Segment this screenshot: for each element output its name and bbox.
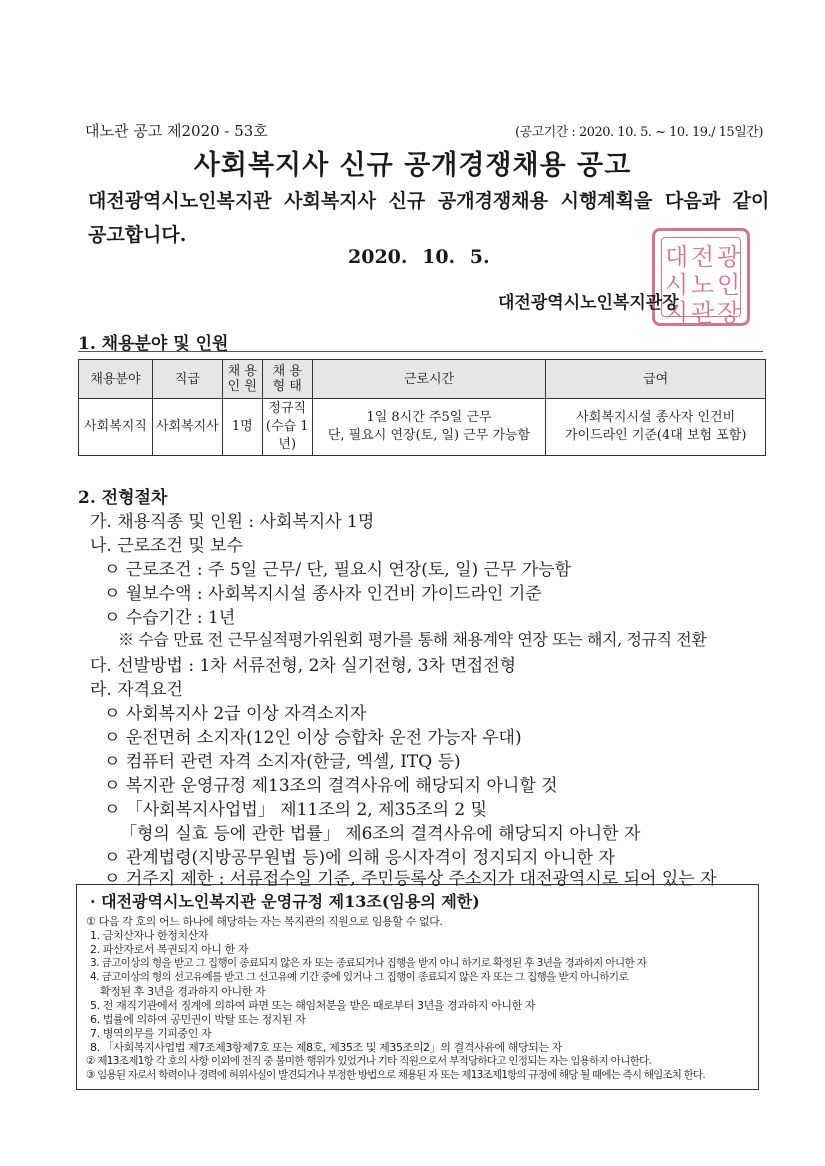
list-item: 다. 선발방법 : 1차 서류전형, 2차 실기전형, 3차 면접전형	[90, 656, 517, 676]
regulation-line: 5. 전 재직기관에서 징계에 의하여 파면 또는 해임처분을 받은 때로부터 3년을 경과하지 아니한 자	[90, 999, 536, 1012]
list-item: ㅇ 컴퓨터 관련 자격 소지자(한글, 엑셀, ITQ 등)	[104, 752, 461, 772]
intro-line-1: 대전광역시노인복지관 사회복지사 신규 공개경쟁채용 시행계획을 다음과 같이	[88, 190, 770, 212]
regulation-line: 1. 금치산자나 한정치산자	[90, 929, 209, 942]
list-item: 가. 채용직종 및 인원 : 사회복지사 1명	[90, 512, 375, 532]
regulation-line: ① 다음 각 호의 어느 하나에 해당하는 자는 복지관의 직원으로 임용할 수 없다.	[86, 915, 443, 928]
regulation-line: 4. 금고이상의 형의 선고유예를 받고 그 선고유예 기간 중에 있거나 그 집행이 종료되지 않은 자 또는 그 집행을 받지 아니하기로	[90, 971, 628, 983]
regulation-line: ③ 임용된 자로서 학력이나 경력에 허위사실이 발견되거나 부정한 방법으로 채용된 자 또는 제13조제1항의 규정에 해당 될 때에는 즉시 해임조치 한다.	[86, 1069, 705, 1081]
intro-line-2: 공고합니다.	[88, 224, 187, 246]
col-header-field: 채용분야	[79, 360, 153, 399]
regulation-line: 3. 금고이상의 형을 받고 그 집행이 종료되지 않은 자 또는 종료되거나 집행을 받지 아니 하기로 확정된 후 3년을 경과하지 아니한 자	[90, 957, 647, 969]
col-header-type: 채 용 형 태	[262, 360, 312, 399]
organization-name: 대전광역시노인복지관장	[498, 293, 679, 313]
cell-type: 정규직 (수습 1년)	[262, 399, 312, 456]
col-header-hours: 근로시간	[312, 360, 546, 399]
table-header-row	[79, 360, 766, 399]
list-item: 나. 근로조건 및 보수	[90, 536, 243, 556]
col-header-pay: 급여	[546, 360, 766, 399]
cell-pay: 사회복지시설 종사자 인건비 가이드라인 기준(4대 보험 포함)	[546, 399, 766, 456]
regulation-line: 확정된 후 3년을 경과하지 아니한 자	[100, 985, 266, 998]
regulation-title: · 대전광역시노인복지관 운영규정 제13조(임용의 제한)	[90, 892, 480, 911]
section-divider	[78, 351, 763, 352]
cell-count: 1명	[222, 399, 262, 456]
official-seal-icon: 대 전 광 시 노 인 지 관 장	[652, 228, 750, 326]
list-item: ㅇ 근로조건 : 주 5일 근무/ 단, 필요시 연장(토, 일) 근무 가능함	[104, 560, 572, 580]
list-item: 라. 자격요건	[90, 680, 183, 700]
section-2-heading: 2. 전형절차	[78, 488, 168, 508]
list-item: ㅇ 사회복지사 2급 이상 자격소지자	[104, 704, 367, 724]
col-header-rank: 직급	[152, 360, 222, 399]
regulation-line: ② 제13조제1항 각 호의 사항 이외에 전직 중 불미한 행위가 있었거나 기타 직원으로서 부적당하다고 인정되는 자는 임용하지 아니한다.	[86, 1055, 652, 1067]
list-item: ㅇ 수습기간 : 1년	[104, 608, 236, 628]
list-item: ㅇ 거주지 제한 : 서류접수일 기준, 주민등록상 주소지가 대전광역시로 되어 있는 자	[104, 869, 717, 889]
regulation-line: 7. 병역의무를 기피중인 자	[90, 1027, 212, 1040]
cell-hours: 1일 8시간 주5일 근무 단, 필요시 연장(토, 일) 근무 가능함	[312, 399, 546, 456]
cell-rank: 사회복지사	[152, 399, 222, 456]
cell-field: 사회복지직	[79, 399, 153, 456]
notice-date: 2020. 10. 5.	[348, 246, 490, 268]
notice-number: 대노관 공고 제2020 - 53호	[85, 122, 268, 140]
page-title: 사회복지사 신규 공개경쟁채용 공고	[193, 150, 632, 181]
regulation-line: 2. 파산자로서 복권되지 아니 한 자	[90, 943, 249, 956]
table-row	[79, 399, 766, 456]
regulation-line: 8. 「사회복지사업법 제7조제3항제7호 또는 제8호, 제35조 및 제35조의2」의 결격사유에 해당되는 자	[90, 1041, 563, 1054]
section-1-heading: 1. 채용분야 및 인원	[78, 334, 229, 354]
list-item: ㅇ 관계법령(지방공무원법 등)에 의해 응시자격이 정지되지 아니한 자	[104, 848, 615, 868]
list-item: ㅇ 복지관 운영규정 제13조의 결격사유에 해당되지 아니할 것	[104, 776, 558, 796]
col-header-count: 채 용 인 원	[222, 360, 262, 399]
list-item: ㅇ 「사회복지사업법」 제11조의 2, 제35조의 2 및	[104, 800, 488, 820]
list-item: ※ 수습 만료 전 근무실적평가위원회 평가를 통해 채용계약 연장 또는 해지, 정규직 전환	[118, 630, 707, 649]
hiring-table	[78, 359, 766, 456]
notice-period: (공고기간 : 2020. 10. 5. ~ 10. 19./ 15일간)	[515, 125, 763, 140]
list-item: ㅇ 월보수액 : 사회복지시설 종사자 인건비 가이드라인 기준	[104, 584, 542, 604]
regulation-line: 6. 법률에 의하여 공민권이 박탈 또는 정지된 자	[90, 1013, 306, 1026]
list-item: 「형의 실효 등에 관한 법률」 제6조의 결격사유에 해당되지 아니한 자	[120, 824, 641, 844]
list-item: ㅇ 운전면허 소지자(12인 이상 승합차 운전 가능자 우대)	[104, 728, 522, 748]
